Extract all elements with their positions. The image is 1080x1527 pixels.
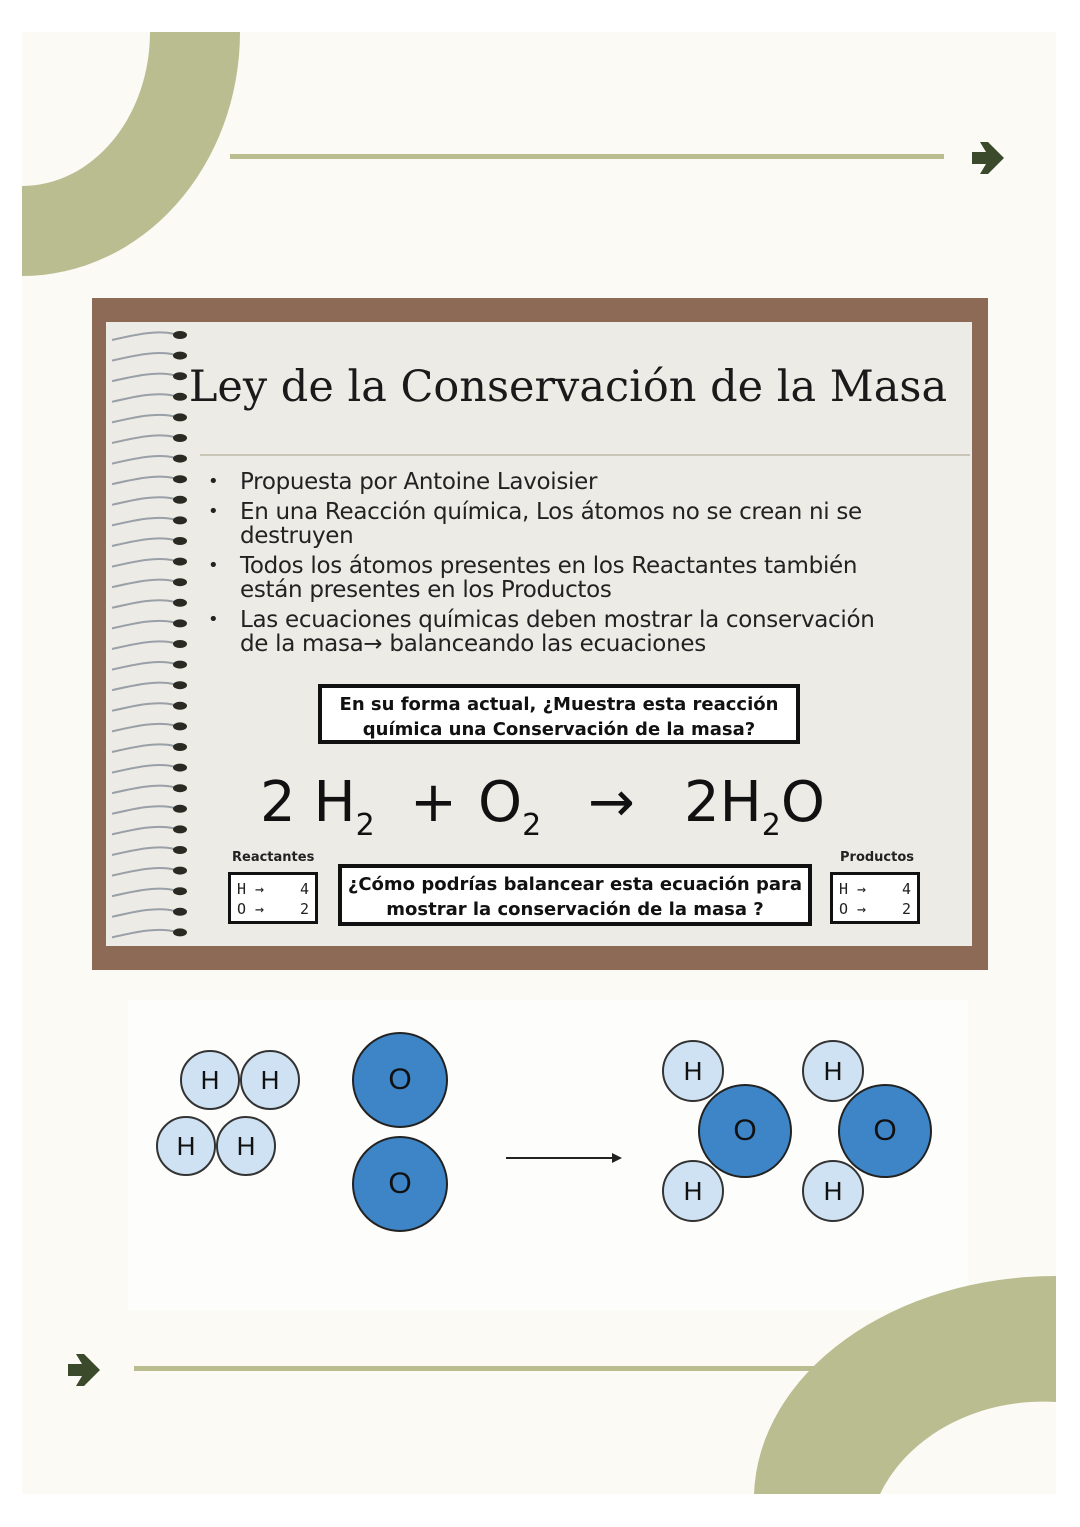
spiral-hole [173,887,187,895]
bullet-item: • En una Reacción química, Los átomos no se crean ni se destruyen [208,500,908,548]
products-count-box: H → 4 O → 2 [830,872,920,924]
arrow-right-icon [62,1348,106,1392]
products-label: Productos [840,850,915,865]
question-box-conservation: En su forma actual, ¿Muestra esta reacción química una Conservación de la masa? [318,684,800,744]
spiral-hole [173,413,187,421]
spiral-hole [173,867,187,875]
spiral-coil [112,662,174,670]
spiral-coil [112,930,174,938]
hydrogen-atom: H [240,1050,300,1110]
spiral-hole [173,681,187,689]
spiral-hole [173,455,187,463]
spiral-coil [112,909,174,917]
reactants-count-box: H → 4 O → 2 [228,872,318,924]
oxygen-atom: O [352,1136,448,1232]
eq-reactant-o2: $O_2$ [478,770,542,843]
spiral-coil [112,621,174,629]
spiral-coil [112,683,174,691]
spiral-hole [173,434,187,442]
spiral-hole [173,599,187,607]
spiral-coil [112,456,174,464]
spiral-coil [112,538,174,546]
spiral-coil [112,827,174,835]
slide-title: Ley de la Conservación de la Masa [188,362,948,412]
spiral-hole [173,908,187,916]
corner-arc-decoration [0,0,260,290]
spiral-hole [173,661,187,669]
spiral-coil [112,703,174,711]
spiral-hole [173,640,187,648]
hydrogen-atom: H [802,1040,864,1102]
eq-product-h2o: $2H_2O$ [684,770,825,843]
spiral-coil [112,559,174,567]
question-box-balance: ¿Cómo podrías balancear esta ecuación para mostrar la conservación de la masa ? [338,864,812,926]
spiral-hole [173,516,187,524]
title-divider [200,454,970,456]
spiral-coil [112,847,174,855]
hydrogen-atom: H [156,1116,216,1176]
spiral-hole [173,558,187,566]
spiral-coil [112,477,174,485]
spiral-binding-icon [108,322,198,946]
spiral-hole [173,764,187,772]
spiral-hole [173,475,187,483]
spiral-hole [173,702,187,710]
spiral-coil [112,518,174,526]
spiral-hole [173,496,187,504]
bullet-item: • Todos los átomos presentes en los Reactantes también están presentes en los Productos [208,554,908,602]
spiral-hole [173,784,187,792]
oxygen-atom: O [698,1084,792,1178]
spiral-hole [173,928,187,936]
spiral-hole [173,743,187,751]
spiral-coil [112,786,174,794]
reactants-label: Reactantes [232,850,315,865]
spiral-hole [173,846,187,854]
top-divider [230,154,944,159]
spiral-coil [112,332,174,340]
chemical-equation [260,770,860,850]
bullet-list [208,470,908,662]
hydrogen-atom: H [180,1050,240,1110]
spiral-coil [112,868,174,876]
oxygen-atom: O [352,1032,448,1128]
spiral-coil [112,415,174,423]
arrow-right-icon [966,136,1010,180]
corner-arc-decoration [740,1270,1060,1500]
spiral-coil [112,600,174,608]
spiral-hole [173,578,187,586]
eq-arrow: → [588,770,635,835]
hydrogen-atom: H [216,1116,276,1176]
spiral-hole [173,331,187,339]
spiral-coil [112,765,174,773]
spiral-coil [112,580,174,588]
spiral-coil [112,744,174,752]
bottom-divider [134,1366,814,1371]
spiral-hole [173,537,187,545]
eq-plus: + [410,770,457,835]
spiral-coil [112,806,174,814]
reaction-arrow-icon [504,1150,624,1166]
bullet-item: • Las ecuaciones químicas deben mostrar la conservación de la masa→ balanceando las ecuaciones [208,608,908,656]
bullet-item: • Propuesta por Antoine Lavoisier [208,470,908,494]
spiral-hole [173,352,187,360]
spiral-hole [173,722,187,730]
eq-reactant-h2: 2 $H_2$ [260,770,375,843]
spiral-coil [112,724,174,732]
spiral-hole [173,825,187,833]
spiral-coil [112,497,174,505]
spiral-hole [173,805,187,813]
hydrogen-atom: H [662,1160,724,1222]
hydrogen-atom: H [802,1160,864,1222]
spiral-coil [112,641,174,649]
oxygen-atom: O [838,1084,932,1178]
spiral-coil [112,353,174,361]
spiral-coil [112,889,174,897]
spiral-hole [173,619,187,627]
hydrogen-atom: H [662,1040,724,1102]
spiral-coil [112,435,174,443]
